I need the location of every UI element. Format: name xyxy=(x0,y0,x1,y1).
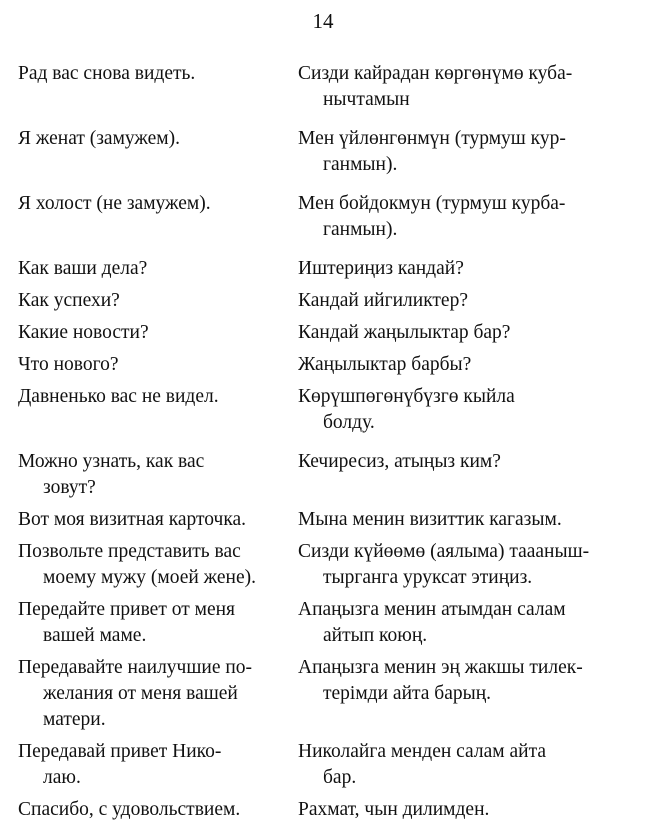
russian-phrase xyxy=(18,352,298,378)
russian-line: Позвольте представить вас xyxy=(18,541,241,562)
kyrgyz-line: нычтамын xyxy=(323,89,410,110)
russian-line: лаю. xyxy=(43,767,81,788)
kyrgyz-line: ганмын). xyxy=(323,154,398,175)
kyrgyz-translation xyxy=(298,739,633,791)
russian-line: Я женат (замужем). xyxy=(18,128,180,149)
russian-line: Как ваши дела? xyxy=(18,258,148,279)
russian-line: Можно узнать, как вас xyxy=(18,451,205,472)
kyrgyz-line: Мен бойдокмун (турмуш курба- xyxy=(298,193,566,214)
russian-line: желания от меня вашей xyxy=(43,683,238,704)
kyrgyz-translation xyxy=(298,352,633,378)
kyrgyz-line: бар. xyxy=(323,767,357,788)
kyrgyz-line: айтып коюң. xyxy=(323,625,428,646)
kyrgyz-translation xyxy=(298,449,633,501)
kyrgyz-line: Мен үйлөнгөнмүн (турмуш кур- xyxy=(298,128,566,149)
kyrgyz-line: Мына менин визиттик кагазым. xyxy=(298,509,562,530)
kyrgyz-translation xyxy=(298,320,633,346)
russian-line: матери. xyxy=(43,709,106,730)
russian-phrase xyxy=(18,61,298,113)
kyrgyz-line: Кандай ийгиликтер? xyxy=(298,290,468,311)
russian-line: Как успехи? xyxy=(18,290,120,311)
russian-phrase xyxy=(18,449,298,501)
kyrgyz-line: Апаңызга менин эң жакшы тилек- xyxy=(298,657,583,678)
page-number: 14 xyxy=(312,9,334,33)
kyrgyz-translation xyxy=(298,507,633,533)
kyrgyz-line: Кандай жаңылыктар бар? xyxy=(298,322,511,343)
kyrgyz-line: Көрүшпөгөнүбүзгө кыйла xyxy=(298,386,515,407)
kyrgyz-line: Апаңызга менин атымдан салам xyxy=(298,599,566,620)
kyrgyz-line: Николайга менден салам айта xyxy=(298,741,546,762)
phrase-entry xyxy=(18,61,633,113)
russian-phrase xyxy=(18,655,298,733)
kyrgyz-line: тырганга уруксат этиңиз. xyxy=(323,567,533,588)
russian-line: моему мужу (моей жене). xyxy=(43,567,256,588)
phrase-entry xyxy=(18,449,633,501)
kyrgyz-line: болду. xyxy=(323,412,375,433)
kyrgyz-translation xyxy=(298,655,633,733)
kyrgyz-translation xyxy=(298,597,633,649)
russian-phrase xyxy=(18,797,298,823)
russian-phrase xyxy=(18,507,298,533)
phrase-entry xyxy=(18,655,633,733)
russian-phrase xyxy=(18,191,298,243)
russian-line: Что нового? xyxy=(18,354,119,375)
kyrgyz-translation xyxy=(298,539,633,591)
kyrgyz-translation xyxy=(298,126,633,178)
russian-phrase xyxy=(18,126,298,178)
kyrgyz-translation xyxy=(298,288,633,314)
phrase-entry xyxy=(18,507,633,533)
russian-line: Вот моя визитная карточка. xyxy=(18,509,247,530)
kyrgyz-line: терімди айта барың. xyxy=(323,683,492,704)
phrase-entry xyxy=(18,597,633,649)
kyrgyz-translation xyxy=(298,191,633,243)
russian-line: Передайте привет от меня xyxy=(18,599,236,620)
kyrgyz-translation xyxy=(298,256,633,282)
phrase-entry xyxy=(18,126,633,178)
russian-line: вашей маме. xyxy=(43,625,147,646)
russian-phrase xyxy=(18,320,298,346)
phrase-entry xyxy=(18,191,633,243)
phrase-entry xyxy=(18,256,633,282)
russian-line: Передавай привет Нико- xyxy=(18,741,222,762)
russian-line: Давненько вас не видел. xyxy=(18,386,219,407)
russian-phrase xyxy=(18,539,298,591)
kyrgyz-translation xyxy=(298,384,633,436)
kyrgyz-line: Рахмат, чын дилимден. xyxy=(298,799,490,820)
kyrgyz-translation xyxy=(298,797,633,823)
phrase-entry xyxy=(18,352,633,378)
russian-line: Какие новости? xyxy=(18,322,149,343)
phrase-list xyxy=(18,61,633,829)
russian-phrase xyxy=(18,384,298,436)
phrase-entry xyxy=(18,539,633,591)
russian-phrase xyxy=(18,597,298,649)
russian-phrase xyxy=(18,739,298,791)
kyrgyz-line: ганмын). xyxy=(323,219,398,240)
kyrgyz-line: Сизди кайрадан көргөнүмө куба- xyxy=(298,63,573,84)
russian-line: Передавайте наилучшие по- xyxy=(18,657,253,678)
russian-line: Рад вас снова видеть. xyxy=(18,63,196,84)
phrase-entry xyxy=(18,320,633,346)
russian-line: Я холост (не замужем). xyxy=(18,193,211,214)
phrase-entry xyxy=(18,288,633,314)
russian-phrase xyxy=(18,256,298,282)
phrase-entry xyxy=(18,739,633,791)
russian-phrase xyxy=(18,288,298,314)
russian-line: зовут? xyxy=(43,477,96,498)
kyrgyz-line: Жаңылыктар барбы? xyxy=(298,354,472,375)
phrase-entry xyxy=(18,797,633,823)
kyrgyz-translation xyxy=(298,61,633,113)
phrase-entry xyxy=(18,384,633,436)
russian-line: Спасибо, с удовольствием. xyxy=(18,799,241,820)
kyrgyz-line: Кечиресиз, атыңыз ким? xyxy=(298,451,501,472)
kyrgyz-line: Сизди күйөөмө (аялыма) таааныш- xyxy=(298,541,590,562)
kyrgyz-line: Иштериңиз кандай? xyxy=(298,258,464,279)
